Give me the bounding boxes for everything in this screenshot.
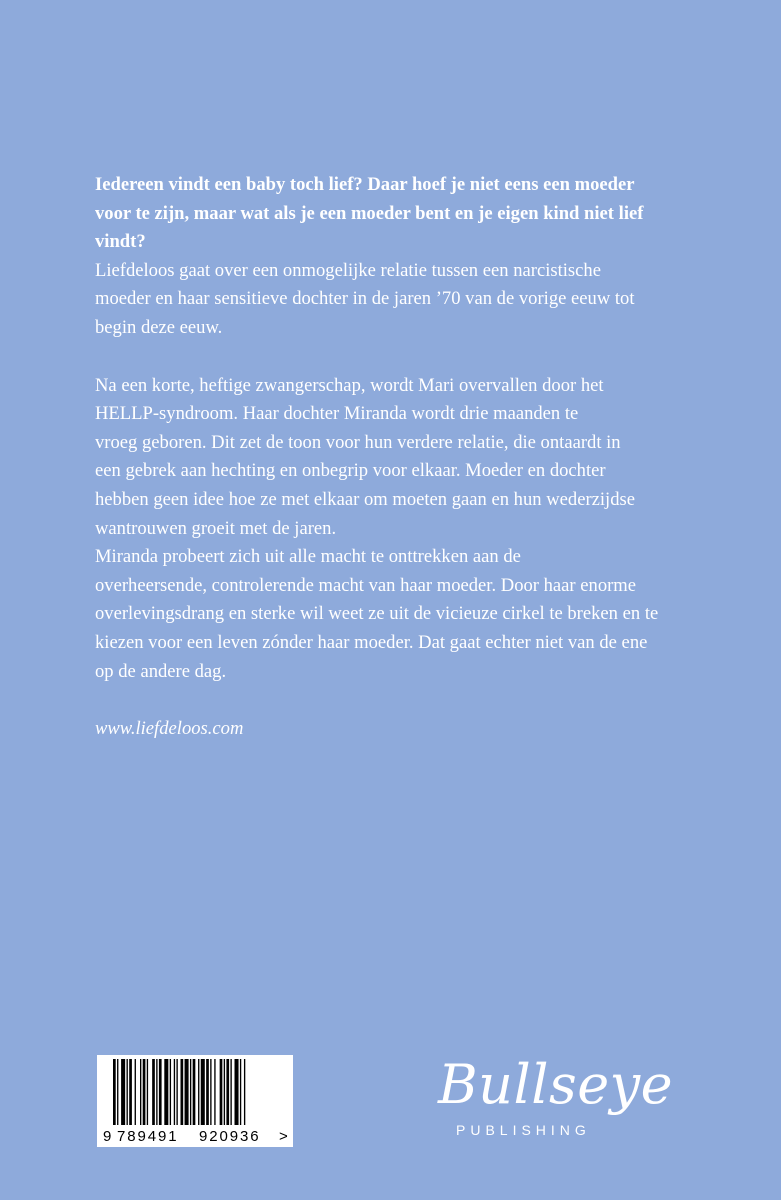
paragraph-spacer (95, 343, 715, 372)
barcode-bar (214, 1059, 215, 1125)
barcode-bar (201, 1059, 205, 1125)
barcode-bar (185, 1059, 189, 1125)
barcode-bar (235, 1059, 239, 1125)
blurb-paragraph-1 (95, 257, 715, 343)
barcode-bar (181, 1059, 184, 1125)
blurb-paragraph-3 (95, 543, 715, 686)
barcode-quiet-zone-mark: > (279, 1128, 288, 1145)
barcode-bars (113, 1059, 245, 1125)
barcode-bar (190, 1059, 191, 1125)
barcode-right-group: 920936 (199, 1128, 261, 1145)
barcode-bar (198, 1059, 199, 1125)
lead-line: Iedereen vindt een baby toch lief? Daar hoef je niet eens een moeder (95, 174, 635, 195)
barcode-bar (156, 1059, 157, 1125)
lead-line: voor te zijn, maar wat als je een moeder bent en je eigen kind niet lief (95, 202, 644, 224)
publisher-subtitle: PUBLISHING (456, 1122, 591, 1138)
paragraph-line: Liefdeloos gaat over een onmogelijke relatie tussen een narcistische (95, 259, 601, 281)
barcode-bar (170, 1059, 171, 1125)
barcode-bar (121, 1059, 125, 1125)
publisher-name: Bullseye (438, 1053, 674, 1116)
barcode-bar (240, 1059, 241, 1125)
back-cover-blurb (95, 171, 715, 744)
barcode-bar (135, 1059, 136, 1125)
barcode-bar (220, 1059, 223, 1125)
publisher-logo (432, 1050, 692, 1150)
lead-line: vindt? (95, 231, 146, 253)
barcode-bar (193, 1059, 196, 1125)
paragraph-line: Na een korte, heftige zwangerschap, wordt Mari overvallen door het (95, 374, 604, 396)
blurb-lead (95, 171, 715, 257)
barcode-graphic (97, 1055, 293, 1147)
paragraph-line: een gebrek aan hechting en onbegrip voor elkaar. Moeder en dochter (95, 460, 606, 482)
blurb-paragraph-2 (95, 372, 715, 544)
paragraph-line: op de andere dag. (95, 660, 227, 682)
paragraph-line: Miranda probeert zich uit alle macht te onttrekken aan de (95, 546, 521, 568)
website-url: www.liefdeloos.com (95, 718, 244, 740)
barcode-bar (152, 1059, 155, 1125)
barcode-bar (164, 1059, 168, 1125)
paragraph-line: vroeg geboren. Dit zet de toon voor hun verdere relatie, die ontaardt in (95, 431, 621, 453)
barcode-bar (147, 1059, 148, 1125)
barcode-bar (226, 1059, 229, 1125)
paragraph-line: kiezen voor een leven zónder haar moeder. Dat gaat echter niet van de ene (95, 631, 648, 653)
paragraph-line: overheersende, controlerende macht van haar moeder. Door haar enorme (95, 574, 637, 596)
barcode-bar (127, 1059, 128, 1125)
barcode-bar (117, 1059, 118, 1125)
barcode-first-digit: 9 (103, 1128, 112, 1145)
barcode-left-group: 789491 (117, 1128, 179, 1145)
paragraph-line: HELLP-syndroom. Haar dochter Miranda wordt drie maanden te (95, 403, 579, 425)
barcode-bar (129, 1059, 132, 1125)
paragraph-line: wantrouwen groeit met de jaren. (95, 517, 337, 539)
paragraph-line: begin deze eeuw. (95, 316, 223, 338)
barcode-bar (224, 1059, 225, 1125)
isbn-barcode (97, 1055, 293, 1147)
barcode-bar (230, 1059, 231, 1125)
paragraph-line: hebben geen idee hoe ze met elkaar om moeten gaan en hun wederzijdse (95, 488, 636, 510)
barcode-bar (140, 1059, 141, 1125)
barcode-bar (159, 1059, 162, 1125)
barcode-bar (113, 1059, 116, 1125)
barcode-bar (244, 1059, 245, 1125)
paragraph-spacer (95, 686, 715, 715)
paragraph-line: moeder en haar sensitieve dochter in de jaren ’70 van de vorige eeuw tot (95, 288, 635, 310)
barcode-bar (210, 1059, 211, 1125)
paragraph-line: overlevingsdrang en sterke wil weet ze uit de vicieuze cirkel te breken en te (95, 603, 659, 625)
barcode-bar (206, 1059, 209, 1125)
barcode-bar (176, 1059, 177, 1125)
barcode-bar (143, 1059, 146, 1125)
barcode-bar (174, 1059, 175, 1125)
